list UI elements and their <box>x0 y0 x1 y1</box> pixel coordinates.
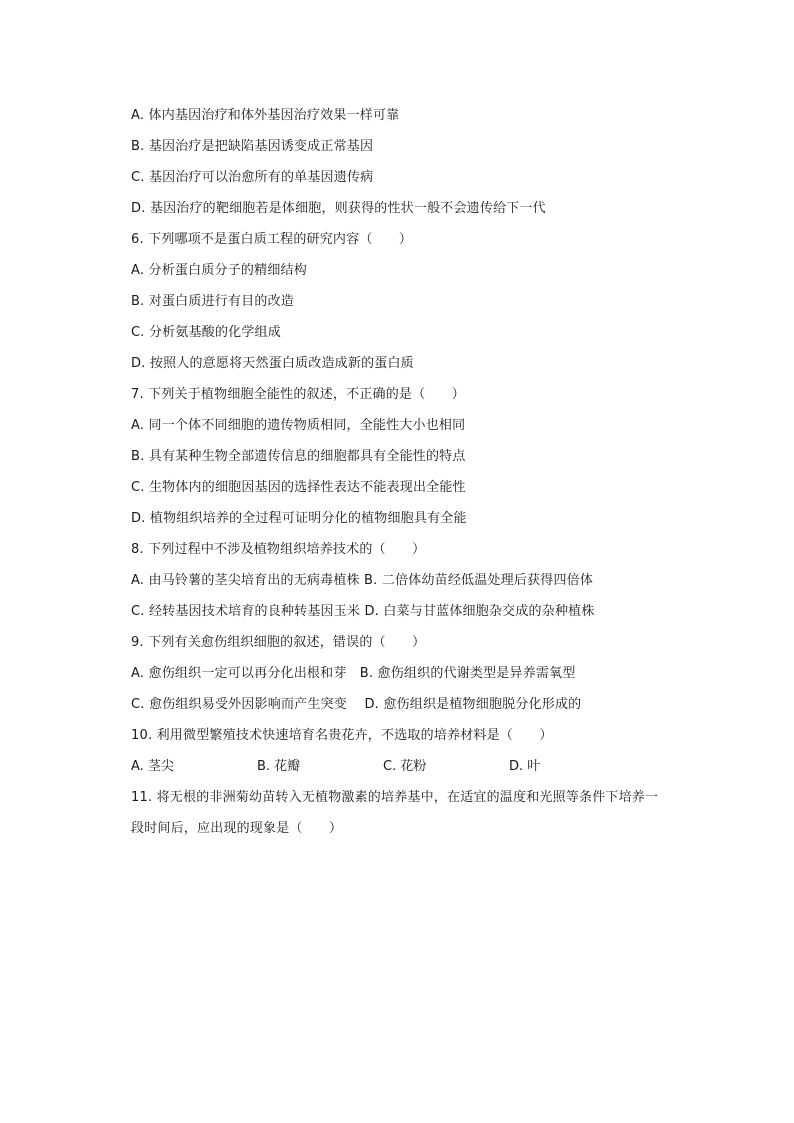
option-8cd: C. 经转基因技术培育的良种转基因玉米 D. 白菜与甘蓝体细胞杂交成的杂种植株 <box>131 604 595 619</box>
question-6: 6. 下列哪项不是蛋白质工程的研究内容（ ） <box>131 232 413 247</box>
option-5a: A. 体内基因治疗和体外基因治疗效果一样可靠 <box>131 108 400 123</box>
question-11-line1: 11. 将无根的非洲菊幼苗转入无植物激素的培养基中，在适宜的温度和光照等条件下培养一 <box>131 790 659 805</box>
option-5c: C. 基因治疗可以治愈所有的单基因遗传病 <box>131 170 374 185</box>
option-6d: D. 按照人的意愿将天然蛋白质改造成新的蛋白质 <box>131 356 414 371</box>
option-10b: B. 花瓣 <box>257 759 301 774</box>
question-11-line2: 段时间后，应出现的现象是（ ） <box>131 821 343 836</box>
option-7d: D. 植物组织培养的全过程可证明分化的植物细胞具有全能 <box>131 511 467 526</box>
question-9: 9. 下列有关愈伤组织细胞的叙述，错误的（ ） <box>131 635 426 650</box>
option-10a: A. 茎尖 <box>131 759 174 774</box>
option-6c: C. 分析氨基酸的化学组成 <box>131 325 281 340</box>
option-7a: A. 同一个体不同细胞的遗传物质相同，全能性大小也相同 <box>131 418 466 433</box>
option-10d: D. 叶 <box>509 759 541 774</box>
option-6a: A. 分析蛋白质分子的精细结构 <box>131 263 307 278</box>
question-10: 10. 利用微型繁殖技术快速培育名贵花卉，不选取的培养材料是（ ） <box>131 728 553 743</box>
option-6b: B. 对蛋白质进行有目的改造 <box>131 294 294 309</box>
question-content <box>131 100 691 844</box>
option-10c: C. 花粉 <box>383 759 427 774</box>
option-5b: B. 基因治疗是把缺陷基因诱变成正常基因 <box>131 139 374 154</box>
option-7c: C. 生物体内的细胞因基因的选择性表达不能表现出全能性 <box>131 480 466 495</box>
option-5d: D. 基因治疗的靶细胞若是体细胞，则获得的性状一般不会遗传给下一代 <box>131 201 546 216</box>
option-7b: B. 具有某种生物全部遗传信息的细胞都具有全能性的特点 <box>131 449 466 464</box>
option-9cd: C. 愈伤组织易受外因影响而产生突变 D. 愈伤组织是植物细胞脱分化形成的 <box>131 697 582 712</box>
option-row-10 <box>131 751 691 782</box>
question-7: 7. 下列关于植物细胞全能性的叙述，不正确的是（ ） <box>131 387 465 402</box>
option-9ab: A. 愈伤组织一定可以再分化出根和芽 B. 愈伤组织的代谢类型是异养需氧型 <box>131 666 576 681</box>
option-8ab: A. 由马铃薯的茎尖培育出的无病毒植株 B. 二倍体幼苗经低温处理后获得四倍体 <box>131 573 594 588</box>
question-8: 8. 下列过程中不涉及植物组织培养技术的（ ） <box>131 542 426 557</box>
